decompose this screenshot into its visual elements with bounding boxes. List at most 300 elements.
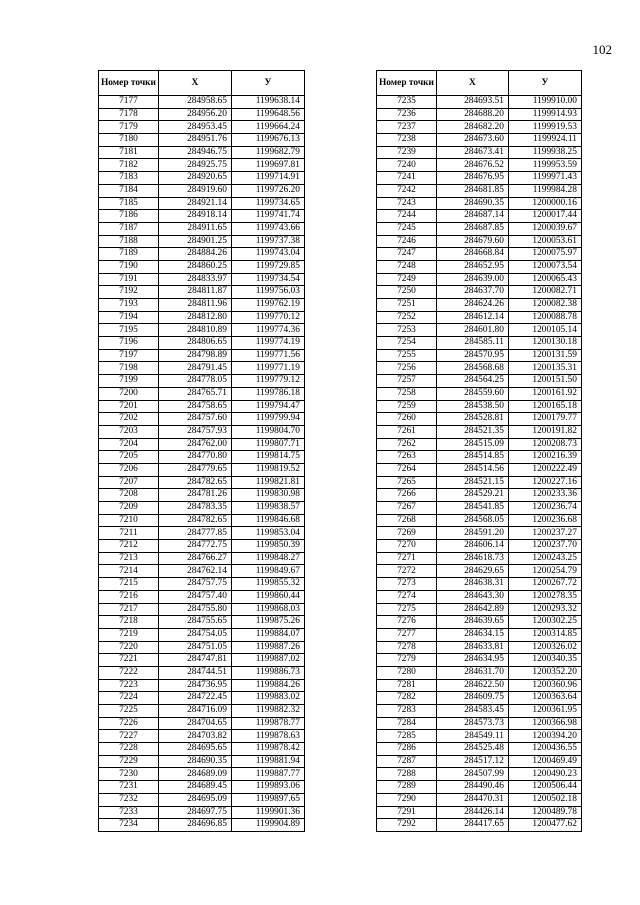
cell-y: 1199734.54 [231,273,304,286]
cell-x: 284919.60 [158,184,231,197]
table-row [377,793,582,806]
cell-point-number: 7285 [377,730,437,743]
header-x: X [436,71,508,96]
table-row [377,159,582,172]
cell-y: 1199848.27 [231,552,304,565]
cell-point-number: 7216 [99,590,159,603]
table-row [99,692,305,705]
cell-y: 1199838.57 [231,502,304,515]
table-row [377,768,582,781]
cell-x: 284606.14 [436,540,508,553]
table-row [377,654,582,667]
cell-x: 284703.82 [158,730,231,743]
cell-x: 284953.45 [158,121,231,134]
cell-y: 1199814.75 [231,451,304,464]
cell-point-number: 7183 [99,172,159,185]
table-row [99,400,305,413]
cell-y: 1199919.53 [508,121,581,134]
cell-point-number: 7260 [377,413,437,426]
cell-point-number: 7177 [99,96,159,109]
cell-point-number: 7279 [377,654,437,667]
table-row [377,616,582,629]
cell-point-number: 7220 [99,641,159,654]
cell-point-number: 7229 [99,755,159,768]
cell-point-number: 7274 [377,590,437,603]
cell-y: 1199887.77 [231,768,304,781]
table-row [99,413,305,426]
table-row [99,425,305,438]
table-row [99,628,305,641]
table-header-row [377,71,582,96]
table-row [99,540,305,553]
cell-y: 1199882.32 [231,705,304,718]
cell-x: 284642.89 [436,603,508,616]
cell-y: 1199924.11 [508,134,581,147]
cell-x: 284622.50 [436,679,508,692]
cell-x: 284568.05 [436,514,508,527]
cell-x: 284470.31 [436,793,508,806]
cell-y: 1200075.97 [508,248,581,261]
cell-point-number: 7230 [99,768,159,781]
cell-point-number: 7187 [99,222,159,235]
cell-point-number: 7234 [99,819,159,832]
cell-point-number: 7263 [377,451,437,464]
cell-point-number: 7182 [99,159,159,172]
cell-x: 284722.45 [158,692,231,705]
cell-x: 284755.65 [158,616,231,629]
cell-point-number: 7283 [377,705,437,718]
cell-x: 284811.96 [158,299,231,312]
cell-point-number: 7180 [99,134,159,147]
table-row [377,286,582,299]
cell-y: 1200360.96 [508,679,581,692]
cell-x: 284570.95 [436,349,508,362]
cell-y: 1200179.77 [508,413,581,426]
cell-y: 1199756.03 [231,286,304,299]
table-row [99,324,305,337]
table-row [377,781,582,794]
cell-y: 1199774.36 [231,324,304,337]
cell-point-number: 7245 [377,222,437,235]
cell-x: 284631.70 [436,666,508,679]
table-row [99,578,305,591]
cell-point-number: 7224 [99,692,159,705]
cell-x: 284755.80 [158,603,231,616]
table-row [99,603,305,616]
cell-point-number: 7247 [377,248,437,261]
table-row [99,527,305,540]
cell-y: 1199971.43 [508,172,581,185]
cell-point-number: 7196 [99,337,159,350]
table-row [99,806,305,819]
cell-point-number: 7266 [377,489,437,502]
cell-x: 284490.46 [436,781,508,794]
cell-y: 1199878.63 [231,730,304,743]
cell-x: 284751.05 [158,641,231,654]
cell-y: 1199878.42 [231,743,304,756]
table-row [377,603,582,616]
table-row [99,781,305,794]
cell-point-number: 7258 [377,387,437,400]
cell-x: 284695.09 [158,793,231,806]
cell-y: 1199741.74 [231,210,304,223]
cell-y: 1200073.54 [508,260,581,273]
table-row [377,527,582,540]
cell-x: 284766.27 [158,552,231,565]
table-row [377,235,582,248]
cell-y: 1199743.04 [231,248,304,261]
table-row [377,197,582,210]
cell-y: 1200302.25 [508,616,581,629]
table-row [377,172,582,185]
cell-point-number: 7255 [377,349,437,362]
cell-y: 1199794.47 [231,400,304,413]
cell-point-number: 7281 [377,679,437,692]
cell-x: 284637.70 [436,286,508,299]
cell-point-number: 7215 [99,578,159,591]
table-row [99,299,305,312]
table-row [99,565,305,578]
cell-x: 284689.09 [158,768,231,781]
cell-x: 284634.95 [436,654,508,667]
cell-point-number: 7219 [99,628,159,641]
cell-y: 1199830.98 [231,489,304,502]
cell-x: 284690.35 [158,755,231,768]
cell-point-number: 7240 [377,159,437,172]
table-row [377,299,582,312]
cell-y: 1199737.38 [231,235,304,248]
cell-point-number: 7205 [99,451,159,464]
cell-x: 284736.95 [158,679,231,692]
cell-point-number: 7202 [99,413,159,426]
cell-y: 1200161.92 [508,387,581,400]
header-x: X [158,71,231,96]
cell-y: 1199648.56 [231,108,304,121]
cell-x: 284564.25 [436,375,508,388]
cell-x: 284515.09 [436,438,508,451]
cell-point-number: 7248 [377,260,437,273]
cell-y: 1200361.95 [508,705,581,718]
cell-y: 1200254.79 [508,565,581,578]
cell-x: 284528.81 [436,413,508,426]
cell-y: 1199682.79 [231,146,304,159]
table-row [99,793,305,806]
cell-point-number: 7178 [99,108,159,121]
table-row [99,375,305,388]
cell-point-number: 7184 [99,184,159,197]
cell-y: 1199726.20 [231,184,304,197]
cell-x: 284812.80 [158,311,231,324]
cell-y: 1200236.74 [508,502,581,515]
cell-point-number: 7282 [377,692,437,705]
table-row [377,743,582,756]
cell-point-number: 7191 [99,273,159,286]
table-row [377,514,582,527]
table-row [377,565,582,578]
cell-x: 284782.65 [158,476,231,489]
cell-y: 1199638.14 [231,96,304,109]
cell-x: 284559.60 [436,387,508,400]
cell-point-number: 7270 [377,540,437,553]
cell-x: 284757.93 [158,425,231,438]
cell-x: 284860.25 [158,260,231,273]
table-row [99,502,305,515]
cell-point-number: 7218 [99,616,159,629]
cell-y: 1200469.49 [508,755,581,768]
cell-point-number: 7256 [377,362,437,375]
cell-point-number: 7238 [377,134,437,147]
cell-y: 1199878.77 [231,717,304,730]
cell-y: 1199984.28 [508,184,581,197]
table-row [377,438,582,451]
table-row [99,362,305,375]
cell-x: 284681.85 [436,184,508,197]
cell-y: 1199887.26 [231,641,304,654]
cell-point-number: 7278 [377,641,437,654]
table-row [99,222,305,235]
cell-y: 1199883.02 [231,692,304,705]
table-row [99,730,305,743]
cell-point-number: 7265 [377,476,437,489]
table-row [99,463,305,476]
cell-y: 1200314.85 [508,628,581,641]
cell-x: 284624.26 [436,299,508,312]
table-row [99,451,305,464]
cell-point-number: 7269 [377,527,437,540]
cell-x: 284676.95 [436,172,508,185]
table-row [377,387,582,400]
cell-point-number: 7192 [99,286,159,299]
cell-point-number: 7190 [99,260,159,273]
cell-point-number: 7188 [99,235,159,248]
cell-point-number: 7214 [99,565,159,578]
cell-y: 1199786.18 [231,387,304,400]
cell-point-number: 7280 [377,666,437,679]
cell-point-number: 7231 [99,781,159,794]
cell-point-number: 7241 [377,172,437,185]
table-row [377,210,582,223]
table-body-left [99,96,305,832]
cell-y: 1200082.71 [508,286,581,299]
cell-y: 1200222.49 [508,463,581,476]
cell-x: 284765.71 [158,387,231,400]
cell-x: 284583.45 [436,705,508,718]
cell-x: 284612.14 [436,311,508,324]
cell-x: 284782.65 [158,514,231,527]
cell-point-number: 7200 [99,387,159,400]
cell-point-number: 7277 [377,628,437,641]
cell-y: 1199714.91 [231,172,304,185]
cell-y: 1200326.02 [508,641,581,654]
cell-point-number: 7286 [377,743,437,756]
cell-x: 284639.65 [436,616,508,629]
table-row [377,337,582,350]
table-row [377,755,582,768]
cell-y: 1199819.52 [231,463,304,476]
table-row [99,616,305,629]
table-row [99,159,305,172]
cell-y: 1200293.32 [508,603,581,616]
cell-y: 1199664.24 [231,121,304,134]
cell-x: 284757.40 [158,590,231,603]
cell-point-number: 7223 [99,679,159,692]
table-row [99,679,305,692]
cell-point-number: 7261 [377,425,437,438]
table-row [377,400,582,413]
cell-x: 284778.05 [158,375,231,388]
table-row [377,375,582,388]
table-row [377,819,582,832]
cell-x: 284514.85 [436,451,508,464]
table-row [377,248,582,261]
cell-y: 1199846.68 [231,514,304,527]
table-row [377,362,582,375]
cell-y: 1199868.03 [231,603,304,616]
table-row [99,184,305,197]
cell-point-number: 7288 [377,768,437,781]
cell-x: 284697.75 [158,806,231,819]
table-row [99,248,305,261]
cell-point-number: 7211 [99,527,159,540]
table-row [99,235,305,248]
cell-y: 1200208.73 [508,438,581,451]
table-row [99,743,305,756]
cell-point-number: 7225 [99,705,159,718]
cell-x: 284668.84 [436,248,508,261]
cell-x: 284783.35 [158,502,231,515]
cell-point-number: 7267 [377,502,437,515]
cell-x: 284688.20 [436,108,508,121]
cell-point-number: 7222 [99,666,159,679]
table-row [377,476,582,489]
cell-x: 284772.75 [158,540,231,553]
cell-y: 1199779.12 [231,375,304,388]
cell-x: 284521.35 [436,425,508,438]
cell-point-number: 7271 [377,552,437,565]
cell-y: 1199697.81 [231,159,304,172]
table-row [377,311,582,324]
cell-x: 284918.14 [158,210,231,223]
table-row [377,413,582,426]
cell-y: 1200363.64 [508,692,581,705]
cell-x: 284762.00 [158,438,231,451]
cell-y: 1199743.66 [231,222,304,235]
table-row [99,134,305,147]
cell-y: 1200352.20 [508,666,581,679]
cell-x: 284629.65 [436,565,508,578]
table-row [377,349,582,362]
cell-x: 284417.65 [436,819,508,832]
cell-x: 284695.65 [158,743,231,756]
table-row [377,666,582,679]
cell-point-number: 7290 [377,793,437,806]
cell-x: 284744.51 [158,666,231,679]
table-row [377,463,582,476]
cell-x: 284507.99 [436,768,508,781]
header-y: У [508,71,581,96]
table-row [377,628,582,641]
table-row [377,705,582,718]
table-row [99,514,305,527]
cell-point-number: 7268 [377,514,437,527]
table-row [99,590,305,603]
cell-x: 284791.45 [158,362,231,375]
table-row [99,819,305,832]
cell-y: 1200191.82 [508,425,581,438]
cell-point-number: 7204 [99,438,159,451]
cell-x: 284690.35 [436,197,508,210]
cell-x: 284618.73 [436,552,508,565]
cell-x: 284757.75 [158,578,231,591]
cell-x: 284779.65 [158,463,231,476]
table-row [377,641,582,654]
table-row [377,260,582,273]
cell-x: 284679.60 [436,235,508,248]
cell-y: 1200017.44 [508,210,581,223]
cell-point-number: 7237 [377,121,437,134]
table-row [377,806,582,819]
cell-x: 284689.45 [158,781,231,794]
cell-x: 284781.26 [158,489,231,502]
cell-x: 284549.11 [436,730,508,743]
cell-y: 1199762.19 [231,299,304,312]
cell-point-number: 7276 [377,616,437,629]
cell-x: 284633.81 [436,641,508,654]
cell-x: 284958.65 [158,96,231,109]
cell-x: 284687.85 [436,222,508,235]
cell-y: 1199850.39 [231,540,304,553]
cell-y: 1199849.67 [231,565,304,578]
cell-y: 1200243.25 [508,552,581,565]
cell-y: 1200366.98 [508,717,581,730]
cell-point-number: 7250 [377,286,437,299]
cell-point-number: 7186 [99,210,159,223]
cell-x: 284609.75 [436,692,508,705]
cell-x: 284716.09 [158,705,231,718]
cell-point-number: 7253 [377,324,437,337]
cell-y: 1199953.59 [508,159,581,172]
cell-y: 1200489.78 [508,806,581,819]
table-row [377,121,582,134]
cell-point-number: 7243 [377,197,437,210]
cell-x: 284920.65 [158,172,231,185]
cell-y: 1199853.04 [231,527,304,540]
table-row [377,451,582,464]
cell-x: 284921.14 [158,197,231,210]
table-body-right [377,96,582,832]
cell-y: 1200477.62 [508,819,581,832]
cell-point-number: 7228 [99,743,159,756]
table-header-row [99,71,305,96]
header-point-number: Номер точки [377,71,437,96]
cell-y: 1200436.55 [508,743,581,756]
table-row [99,387,305,400]
cell-point-number: 7257 [377,375,437,388]
cell-y: 1199770.12 [231,311,304,324]
cell-x: 284426.14 [436,806,508,819]
cell-y: 1200278.35 [508,590,581,603]
cell-y: 1199897.65 [231,793,304,806]
cell-x: 284673.41 [436,146,508,159]
cell-x: 284673.60 [436,134,508,147]
cell-y: 1200502.18 [508,793,581,806]
cell-x: 284568.68 [436,362,508,375]
table-row [377,552,582,565]
cell-point-number: 7207 [99,476,159,489]
cell-x: 284798.89 [158,349,231,362]
cell-point-number: 7213 [99,552,159,565]
cell-y: 1200236.68 [508,514,581,527]
